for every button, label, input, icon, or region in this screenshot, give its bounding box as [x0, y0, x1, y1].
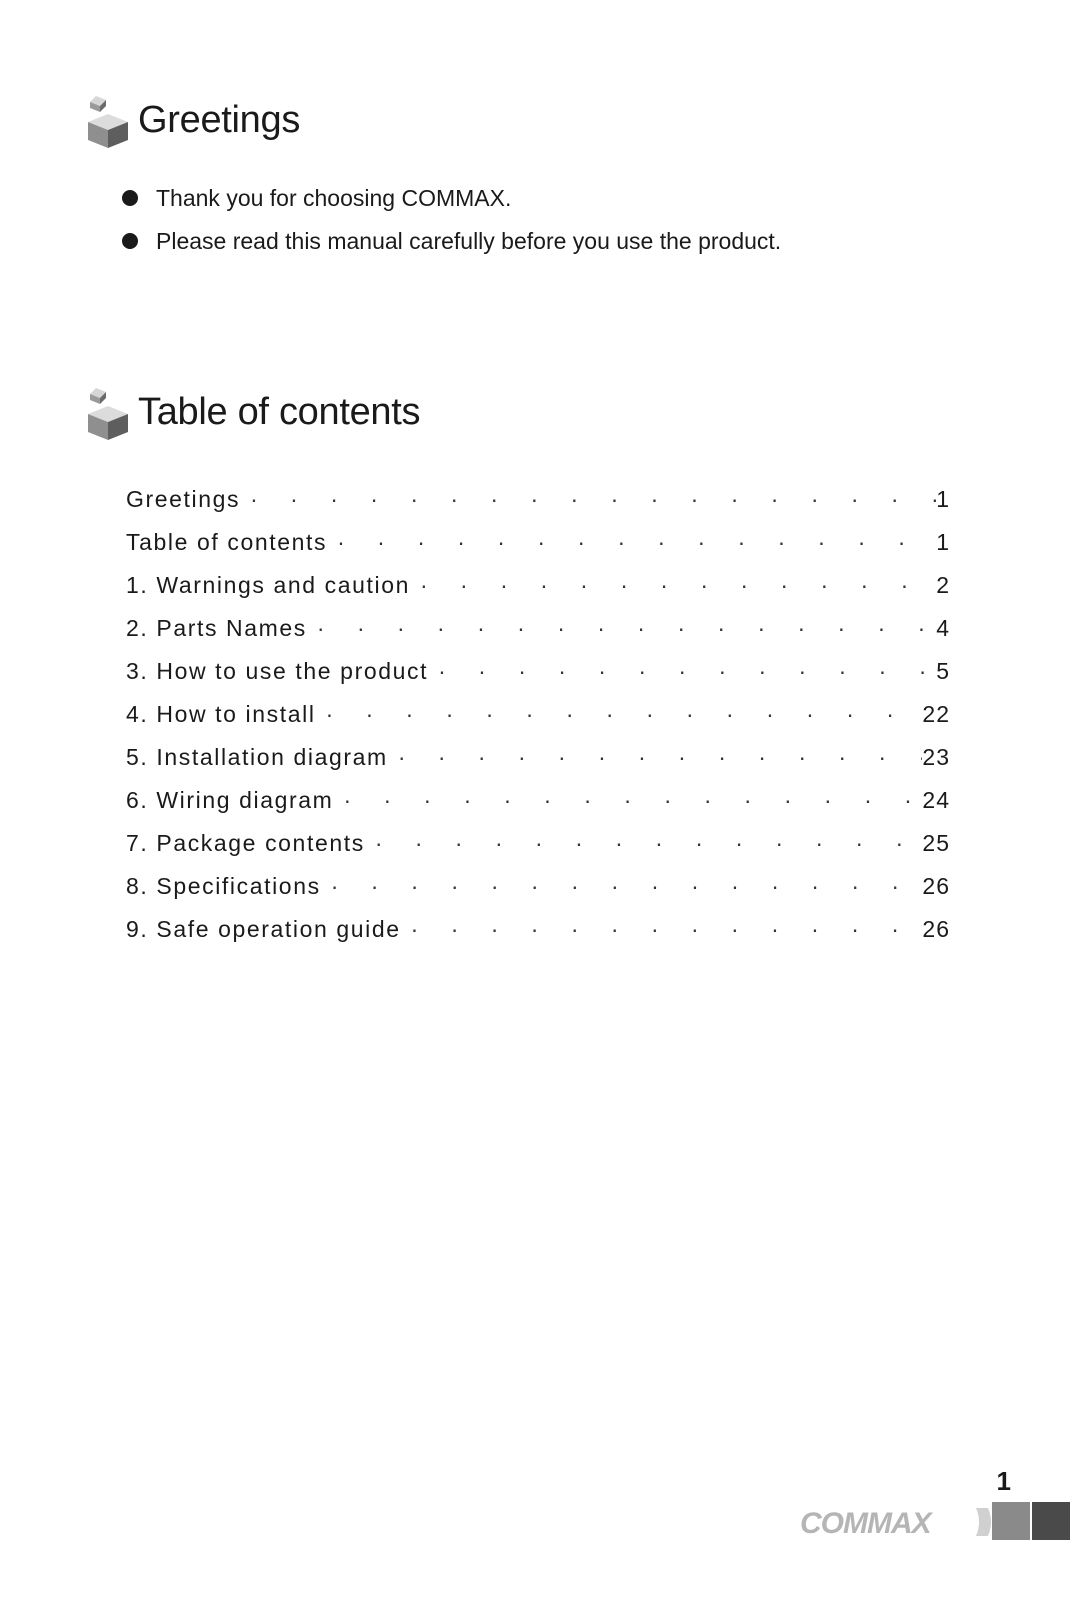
toc-entry[interactable]	[126, 916, 950, 959]
toc-entry[interactable]	[126, 830, 950, 873]
bullet-text: Please read this manual carefully before you use the product.	[156, 227, 782, 254]
page-number: 1	[996, 1466, 1011, 1496]
toc-entry-page: 1	[936, 529, 950, 555]
toc-dot-leader	[398, 744, 923, 771]
toc-entry-page: 26	[922, 916, 950, 942]
toc-dot-leader	[317, 615, 936, 642]
toc-entry[interactable]	[126, 486, 950, 529]
toc-entry-title: Greetings	[126, 486, 241, 512]
toc-dot-leader	[420, 572, 936, 599]
toc-entry-page: 2	[936, 572, 950, 598]
toc-entry-title: 4. How to install	[126, 701, 316, 727]
greetings-title: Greetings	[138, 98, 301, 141]
toc-dot-leader	[438, 658, 936, 685]
commax-logo	[798, 1502, 1070, 1542]
bullet-dot-icon	[122, 233, 138, 249]
toc-entry-title: Table of contents	[126, 529, 328, 555]
toc-entry-title: 2. Parts Names	[126, 615, 307, 641]
toc-entry-page: 4	[936, 615, 950, 641]
toc-title: Table of contents	[138, 390, 421, 433]
toc-list	[126, 486, 950, 959]
toc-dot-leader	[411, 916, 923, 943]
toc-entry-page: 24	[922, 787, 950, 813]
toc-dot-leader	[326, 701, 923, 728]
toc-entry-title: 8. Specifications	[126, 873, 321, 899]
toc-entry[interactable]	[126, 873, 950, 916]
toc-entry[interactable]	[126, 615, 950, 658]
toc-dot-leader	[250, 486, 936, 513]
toc-heading	[86, 384, 420, 440]
toc-entry-title: 1. Warnings and caution	[126, 572, 410, 598]
toc-entry-page: 1	[936, 486, 950, 512]
toc-entry[interactable]	[126, 787, 950, 830]
toc-entry-title: 9. Safe operation guide	[126, 916, 401, 942]
toc-entry[interactable]	[126, 572, 950, 615]
toc-entry-page: 26	[922, 873, 950, 899]
toc-entry-title: 6. Wiring diagram	[126, 787, 334, 813]
cube-icon	[86, 384, 130, 440]
greetings-bullet-list	[122, 184, 781, 270]
cube-icon	[86, 92, 130, 148]
toc-dot-leader	[337, 529, 936, 556]
toc-entry-page: 23	[922, 744, 950, 770]
toc-dot-leader	[331, 873, 923, 900]
toc-entry-title: 7. Package contents	[126, 830, 365, 856]
toc-dot-leader	[343, 787, 922, 814]
toc-entry-page: 5	[936, 658, 950, 684]
toc-entry[interactable]	[126, 701, 950, 744]
toc-entry-page: 25	[922, 830, 950, 856]
toc-entry[interactable]	[126, 658, 950, 701]
svg-text:COMMAX: COMMAX	[800, 1507, 931, 1540]
list-item	[122, 227, 781, 255]
toc-entry-title: 3. How to use the product	[126, 658, 429, 684]
bullet-dot-icon	[122, 190, 138, 206]
toc-entry[interactable]	[126, 529, 950, 572]
toc-entry[interactable]	[126, 744, 950, 787]
bullet-text: Thank you for choosing COMMAX.	[156, 184, 512, 211]
toc-dot-leader	[375, 830, 923, 857]
toc-entry-page: 22	[922, 701, 950, 727]
list-item	[122, 184, 781, 212]
toc-entry-title: 5. Installation diagram	[126, 744, 388, 770]
greetings-heading	[86, 92, 300, 148]
